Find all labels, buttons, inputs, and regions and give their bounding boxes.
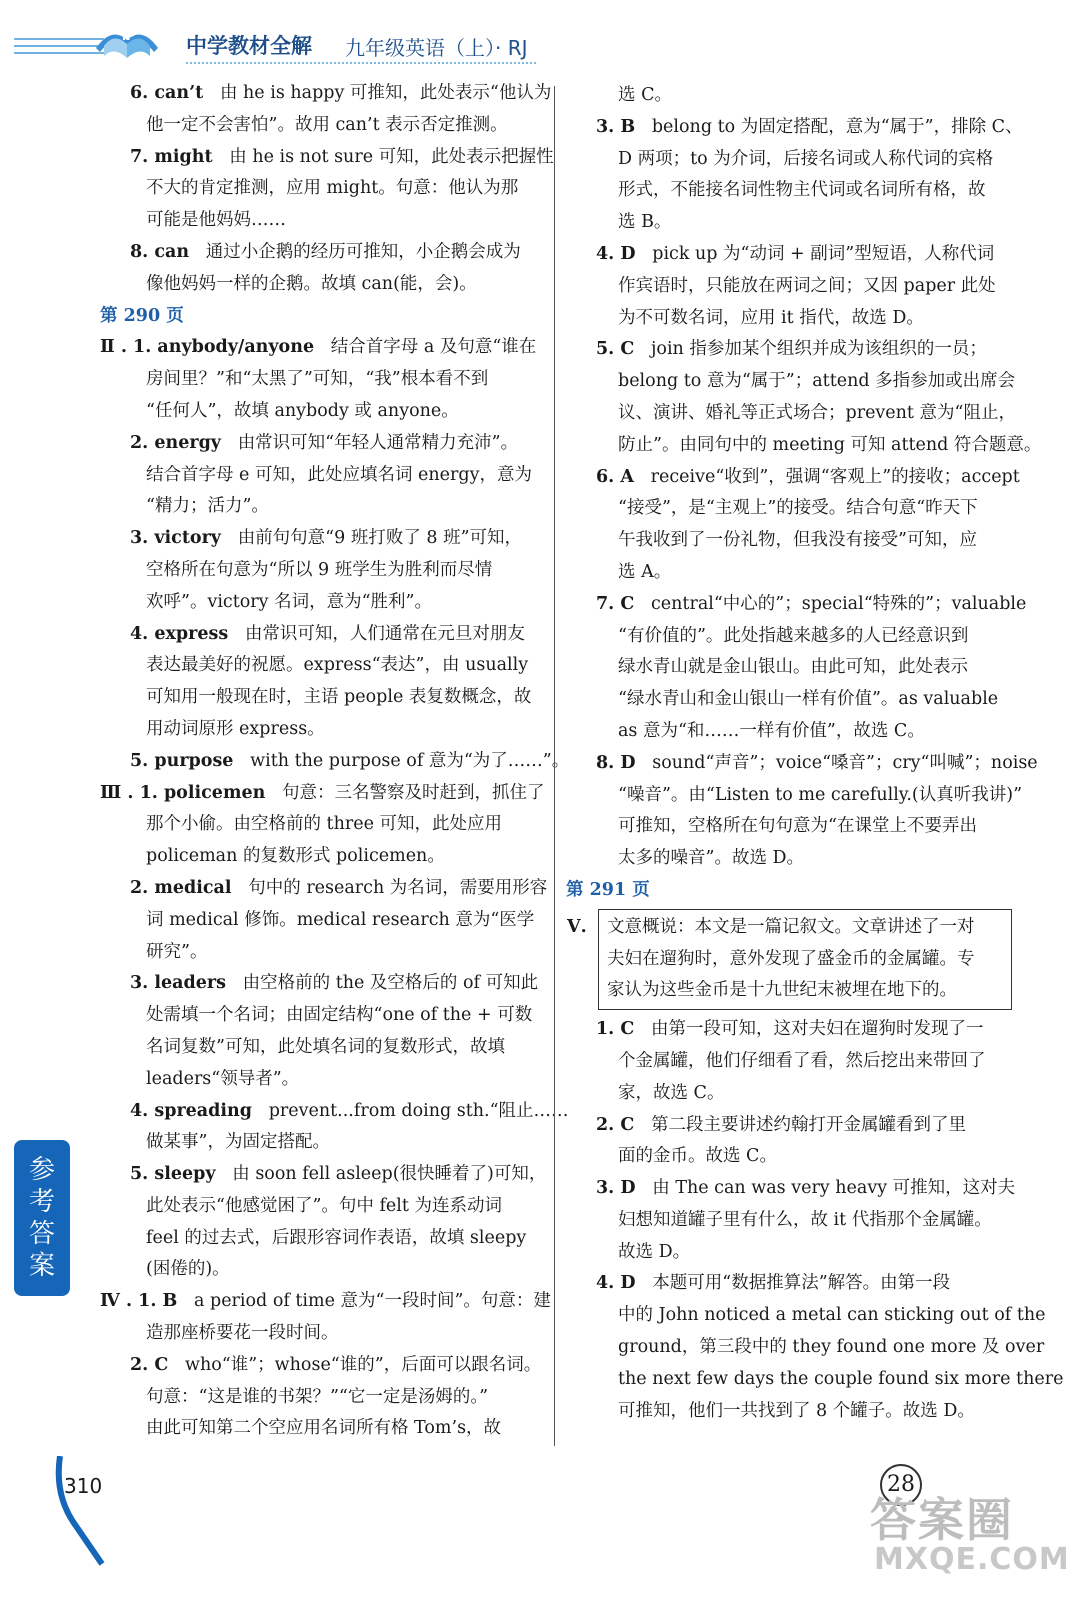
answer-text: 第二段主要讲述约翰打开金属罐看到了里: [651, 1114, 966, 1135]
answer-continuation-line: [566, 780, 1023, 812]
answer-continuation-line: [566, 811, 1018, 843]
column-divider: [554, 86, 555, 1446]
answer-text: 词 medical 修饰。medical research 意为“医学: [146, 909, 535, 930]
answer-line: [566, 589, 1027, 621]
answer-text: 不大的肯定推测，应用 might。句意：他认为那: [146, 178, 519, 199]
book-subtitle: 九年级英语（上）· RJ: [345, 36, 528, 60]
answer-continuation-line: [100, 205, 546, 237]
answer-continuation-line: [566, 621, 1018, 653]
book-logo-icon: [92, 18, 162, 64]
answer-text: 由常识可知，人们通常在元旦对朋友: [244, 623, 525, 644]
answer-text: 选 C。: [618, 85, 672, 105]
answer-text: pick up 为“动词 + 副词”型短语，人称代词: [652, 243, 995, 264]
answer-number: 8. can: [130, 241, 190, 262]
answer-text: policeman 的复数形式 policemen。: [146, 846, 445, 867]
answer-text: 议、演讲、婚礼等正式场合；prevent 意为“阻止，: [618, 402, 1016, 423]
answer-continuation-line: [100, 1127, 546, 1159]
answer-line: [566, 462, 1018, 494]
answer-text: 由常识可知“年轻人通常精力充沛”。: [237, 432, 519, 453]
answer-number: 6. can’t: [130, 83, 204, 103]
answer-continuation-line: [100, 682, 546, 714]
section-number: Ⅴ.: [567, 916, 587, 937]
answer-continuation-line: [100, 1254, 546, 1286]
section-heading-text: 第 291 页: [566, 879, 650, 900]
answer-text: “有价值的”。此处指越来越多的人已经意识到: [618, 625, 969, 646]
answer-continuation-line: [566, 1205, 1018, 1237]
answer-line: [100, 237, 546, 269]
answer-continuation-line: [566, 175, 1018, 207]
answer-text: 由空格前的 the 及空格后的 of 可知此: [242, 973, 539, 994]
answer-text: the next few days the couple found six more there: [618, 1368, 1064, 1389]
answer-text: belong to 意为“属于”；attend 多指参加或出席会: [618, 371, 1016, 392]
answer-text: 本题可用“数据推算法”解答。由第一段: [652, 1273, 951, 1294]
answer-text: sound“声音”；voice“嗓音”；cry“叫喊”；noise: [652, 752, 1038, 773]
answer-continuation-line: [100, 905, 546, 937]
answer-text: ground，第三段中的 they found one more 及 over: [618, 1337, 1045, 1358]
answer-continuation-line: [100, 555, 546, 587]
answer-continuation-line: [566, 398, 1018, 430]
page-section-heading: [566, 875, 1018, 907]
answer-text: 做某事”，为固定搭配。: [146, 1132, 330, 1153]
answer-line: [100, 778, 546, 810]
answer-text: 表达最美好的祝愿。express“表达”，由 usually: [146, 655, 529, 676]
answer-continuation-line: [566, 557, 1018, 589]
answer-number: 2. medical: [130, 877, 232, 898]
answer-continuation-line: [566, 652, 1018, 684]
answer-number: 4. D: [596, 1273, 636, 1294]
answer-continuation-line: [100, 1382, 546, 1414]
answer-text: 由 soon fell asleep(很快睡着了)可知，: [232, 1164, 547, 1185]
answer-text: 中的 John noticed a metal can sticking out of the: [618, 1305, 1046, 1326]
answer-continuation-line: [566, 207, 1018, 239]
answer-number: 3. D: [596, 1178, 636, 1199]
answer-number: 8. D: [596, 752, 636, 773]
answer-continuation-line: [100, 460, 546, 492]
answer-text: 可推知，空格所在句句意为“在课堂上不要弄出: [618, 816, 977, 837]
answer-text: 由 he is happy 可推知，此处表示“他认为: [219, 83, 552, 103]
answer-continuation-line: [566, 1332, 1045, 1364]
answer-text: “噪音”。由“Listen to me carefully.(认真听我讲)”: [618, 784, 1023, 805]
header-decor-lines: [14, 38, 104, 59]
answer-continuation-line: [100, 1223, 546, 1255]
left-column: [100, 78, 570, 1445]
answer-text: a period of time 意为“一段时间”。句意：建: [194, 1291, 551, 1312]
page-badge: 28: [880, 1464, 922, 1506]
answer-text: prevent...from doing sth.“阻止……: [268, 1100, 569, 1121]
answer-text: 他一定不会害怕”。故用 can’t 表示否定推测。: [146, 114, 508, 135]
answer-text: 句中的 research 为名词，需要用形容: [248, 877, 548, 898]
answer-text: receive“收到”，强调“客观上”的接收；accept: [650, 466, 1020, 487]
answer-continuation-line: [100, 1191, 546, 1223]
answer-text: 那个小偷。由空格前的 three 可知，此处应用: [146, 814, 503, 835]
answer-number: 2. C: [130, 1354, 169, 1375]
answer-text: feel 的过去式，后跟形容词作表语，故填 sleepy: [146, 1227, 527, 1248]
answer-continuation-line: [100, 841, 546, 873]
answer-text: “任何人”，故填 anybody 或 anyone。: [146, 400, 459, 421]
answer-number: Ⅱ . 1. anybody/anyone: [100, 337, 315, 358]
answer-line: [566, 112, 1023, 144]
answer-line: [566, 1268, 1018, 1300]
answer-line: [100, 1096, 569, 1128]
watermark: [870, 1478, 1070, 1593]
answer-number: 4. spreading: [130, 1100, 252, 1121]
answer-text: 通过小企鹅的经历可推知，小企鹅会成为: [205, 241, 521, 262]
answer-text: 可能是他妈妈……: [146, 210, 286, 231]
answer-number: Ⅲ . 1. policemen: [100, 782, 266, 803]
answer-number: 7. might: [130, 146, 213, 167]
answer-line: [566, 1110, 1018, 1142]
answer-continuation-line: [100, 937, 546, 969]
answer-line: [566, 334, 1018, 366]
answer-text: 妇想知道罐子里有什么，故 it 代指那个金属罐。: [618, 1209, 992, 1230]
side-tab-char: 答: [28, 1219, 55, 1249]
answer-continuation-line: [566, 1237, 1018, 1269]
answer-line: [100, 142, 554, 174]
watermark-text: 答案圈: [870, 1493, 1014, 1547]
answer-continuation-line: [566, 271, 1018, 303]
answer-text: 选 A。: [618, 561, 672, 582]
answer-text: D 两项；to 为介词，后接名词或人称代词的宾格: [618, 148, 994, 169]
answer-text: 由第一段可知，这对夫妇在遛狗时发现了一: [651, 1019, 984, 1040]
answer-line: [100, 332, 546, 364]
answer-continuation-line: [566, 1078, 1018, 1110]
answer-number: 2. C: [596, 1114, 635, 1135]
summary-line: 文意概说：本文是一篇记叙文。文章讲述了一对: [607, 916, 975, 937]
answer-continuation-line: [100, 1032, 546, 1064]
answer-number: 3. B: [596, 116, 636, 137]
answer-continuation-line: [100, 1413, 546, 1445]
answer-continuation-line: [566, 1046, 1018, 1078]
page-header: [0, 0, 1071, 70]
right-answers-tail: [566, 1014, 1064, 1427]
answer-text: who“谁”；whose“谁的”，后面可以跟名词。: [185, 1354, 542, 1375]
answer-number: 7. C: [596, 593, 635, 614]
answer-continuation-line: [566, 493, 1018, 525]
answer-text: “接受”，是“主观上”的接受。结合句意“昨天下: [618, 498, 978, 519]
answer-line: [100, 746, 570, 778]
answer-line: [100, 619, 546, 651]
answer-continuation-line: [100, 396, 546, 428]
answer-continuation-line: [100, 1000, 546, 1032]
right-answers: [566, 80, 1042, 907]
answer-text: 此处表示“他感觉困了”。句中 felt 为连系动词: [146, 1195, 502, 1216]
header-rule: [186, 62, 536, 64]
answer-text: “绿水青山和金山银山一样有价值”。as valuable: [618, 689, 999, 710]
answer-text: with the purpose of 意为“为了……”。: [250, 750, 570, 771]
answer-continuation-line: [100, 269, 546, 301]
answer-number: 5. C: [596, 339, 635, 360]
answer-continuation-line: [566, 1396, 1018, 1428]
answer-text: 由 The can was very heavy 可推知，这对夫: [652, 1178, 1016, 1199]
answer-continuation-line: [566, 366, 1018, 398]
answer-continuation-line: [100, 1064, 546, 1096]
answer-number: 3. leaders: [130, 973, 226, 994]
answer-number: 6. A: [596, 466, 634, 487]
page-section-heading: [100, 301, 546, 333]
answer-continuation-line: [100, 587, 546, 619]
answer-text: join 指参加某个组织并成为该组织的一员；: [651, 339, 987, 360]
answer-number: 4. D: [596, 243, 636, 264]
answer-number: 5. sleepy: [130, 1164, 216, 1185]
answer-text: 形式，不能接名词性物主代词或名词所有格，故: [618, 180, 986, 201]
answer-continuation-line: [566, 430, 1042, 462]
answer-text: 太多的噪音”。故选 D。: [618, 848, 805, 869]
answer-text: 由此可知第二个空应用名词所有格 Tom’s，故: [146, 1418, 502, 1439]
answer-text: 选 B。: [618, 212, 672, 233]
summary-box: [567, 909, 1012, 1010]
answer-text: 房间里？”和“太黑了”可知，“我”根本看不到: [146, 369, 489, 390]
answer-continuation-line: [566, 1300, 1046, 1332]
summary-line: 家认为这些金币是十九世纪末被埋在地下的。: [607, 980, 957, 1001]
answer-continuation-line: [566, 144, 1018, 176]
answer-text: 午我收到了一份礼物，但我没有接受”可知，应: [618, 530, 977, 551]
answer-continuation-line: [566, 843, 1018, 875]
answer-continuation-line: [100, 714, 546, 746]
answer-text: 空格所在句意为“所以 9 班学生为胜利而尽情: [146, 559, 493, 580]
answer-continuation-line: [566, 1141, 1018, 1173]
side-tab-char: 考: [28, 1187, 55, 1217]
answer-continuation-line: [566, 716, 1018, 748]
watermark-url: MXQE.COM: [874, 1542, 1070, 1577]
page-number: 310: [64, 1474, 103, 1498]
answer-text: 可知用一般现在时，主语 people 表复数概念，故: [146, 687, 532, 708]
answer-line: [566, 239, 1018, 271]
answer-continuation-line: [100, 491, 546, 523]
answer-line: [566, 1173, 1018, 1205]
answer-text: belong to 为固定搭配，意为“属于”，排除 C、: [651, 116, 1023, 137]
answer-text: 造那座桥要花一段时间。: [146, 1323, 339, 1344]
side-tab-char: 参: [28, 1155, 55, 1185]
answer-text: 名词复数”可知，此处填名词的复数形式，故填: [146, 1036, 505, 1057]
answer-line: [100, 1286, 551, 1318]
answer-line: [100, 968, 546, 1000]
answer-line: [100, 873, 546, 905]
answer-number: 5. purpose: [130, 750, 234, 771]
answer-line: [100, 1159, 546, 1191]
answer-text: 句意：“这是谁的书架？”“它一定是汤姆的。”: [146, 1386, 489, 1407]
answer-number: 1. C: [596, 1019, 635, 1040]
answer-text: 像他妈妈一样的企鹅。故填 can(能，会)。: [146, 273, 477, 294]
answer-text: leaders“领导者”。: [146, 1068, 300, 1089]
answer-line: [100, 1350, 546, 1382]
answer-continuation-line: [100, 173, 546, 205]
answer-number: Ⅳ . 1. B: [100, 1291, 178, 1312]
answer-text: 由 he is not sure 可知，此处表示把握性: [229, 146, 554, 167]
answer-text: 面的金币。故选 C。: [618, 1146, 777, 1167]
answer-text: “精力；活力”。: [146, 496, 269, 517]
answer-continuation-line: [100, 364, 546, 396]
answer-continuation-line: [566, 525, 1018, 557]
book-title: 中学教材全解: [186, 34, 312, 58]
page-number-arc-icon: [54, 1456, 114, 1566]
answer-text: 结合首字母 e 可知，此处应填名词 energy，意为: [146, 464, 532, 485]
answer-line: [566, 1014, 1018, 1046]
side-tab-char: 案: [28, 1251, 55, 1281]
answer-continuation-line: [566, 80, 1018, 112]
answer-line: [100, 78, 552, 110]
answer-text: 用动词原形 express。: [146, 718, 325, 739]
answer-continuation-line: [100, 650, 546, 682]
answer-continuation-line: [100, 809, 546, 841]
answer-continuation-line: [566, 303, 1018, 335]
answer-text: 欢呼”。victory 名词，意为“胜利”。: [146, 591, 433, 612]
answer-number: 2. energy: [130, 432, 221, 453]
answer-line: [100, 523, 546, 555]
answer-text: 家，故选 C。: [618, 1082, 725, 1103]
summary-line: 夫妇在遛狗时，意外发现了盛金币的金属罐。专: [607, 948, 975, 969]
side-tab-label: [14, 1154, 70, 1282]
answer-text: 个金属罐，他们仔细看了看，然后挖出来带回了: [618, 1050, 986, 1071]
answer-text: 故选 D。: [618, 1241, 691, 1262]
answer-text: as 意为“和……一样有价值”，故选 C。: [618, 720, 925, 741]
answer-text: 句意：三名警察及时赶到，抓住了: [282, 782, 545, 803]
answer-continuation-line: [566, 1364, 1064, 1396]
answer-text: (困倦的)。: [146, 1259, 230, 1280]
answer-line: [100, 428, 546, 460]
answer-text: 结合首字母 a 及句意“谁在: [330, 337, 537, 358]
summary-lines: [607, 912, 1005, 1007]
answer-text: 处需填一个名词；由固定结构“one of the + 可数: [146, 1005, 533, 1026]
side-tab: [14, 1140, 70, 1296]
answer-text: 研究”。: [146, 941, 208, 962]
answer-text: 防止”。由同句中的 meeting 可知 attend 符合题意。: [618, 434, 1042, 455]
section-heading-text: 第 290 页: [100, 305, 184, 326]
answer-number: 3. victory: [130, 528, 221, 549]
answer-continuation-line: [100, 1318, 546, 1350]
answer-text: central“中心的”；special“特殊的”；valuable: [651, 593, 1027, 614]
answer-line: [566, 748, 1038, 780]
answer-continuation-line: [100, 110, 546, 142]
right-column: [566, 80, 1064, 1427]
answer-text: 绿水青山就是金山银山。由此可知，此处表示: [618, 657, 968, 678]
svg-text:iP: iP: [122, 29, 135, 43]
answer-text: 为不可数名词，应用 it 指代，故选 D。: [618, 307, 924, 328]
answer-text: 作宾语时，只能放在两词之间；又因 paper 此处: [618, 275, 996, 296]
answer-text: 由前句句意“9 班打败了 8 班”可知，: [237, 528, 523, 549]
answer-text: 可推知，他们一共找到了 8 个罐子。故选 D。: [618, 1400, 975, 1421]
answer-continuation-line: [566, 684, 1018, 716]
answer-number: 4. express: [130, 623, 229, 644]
